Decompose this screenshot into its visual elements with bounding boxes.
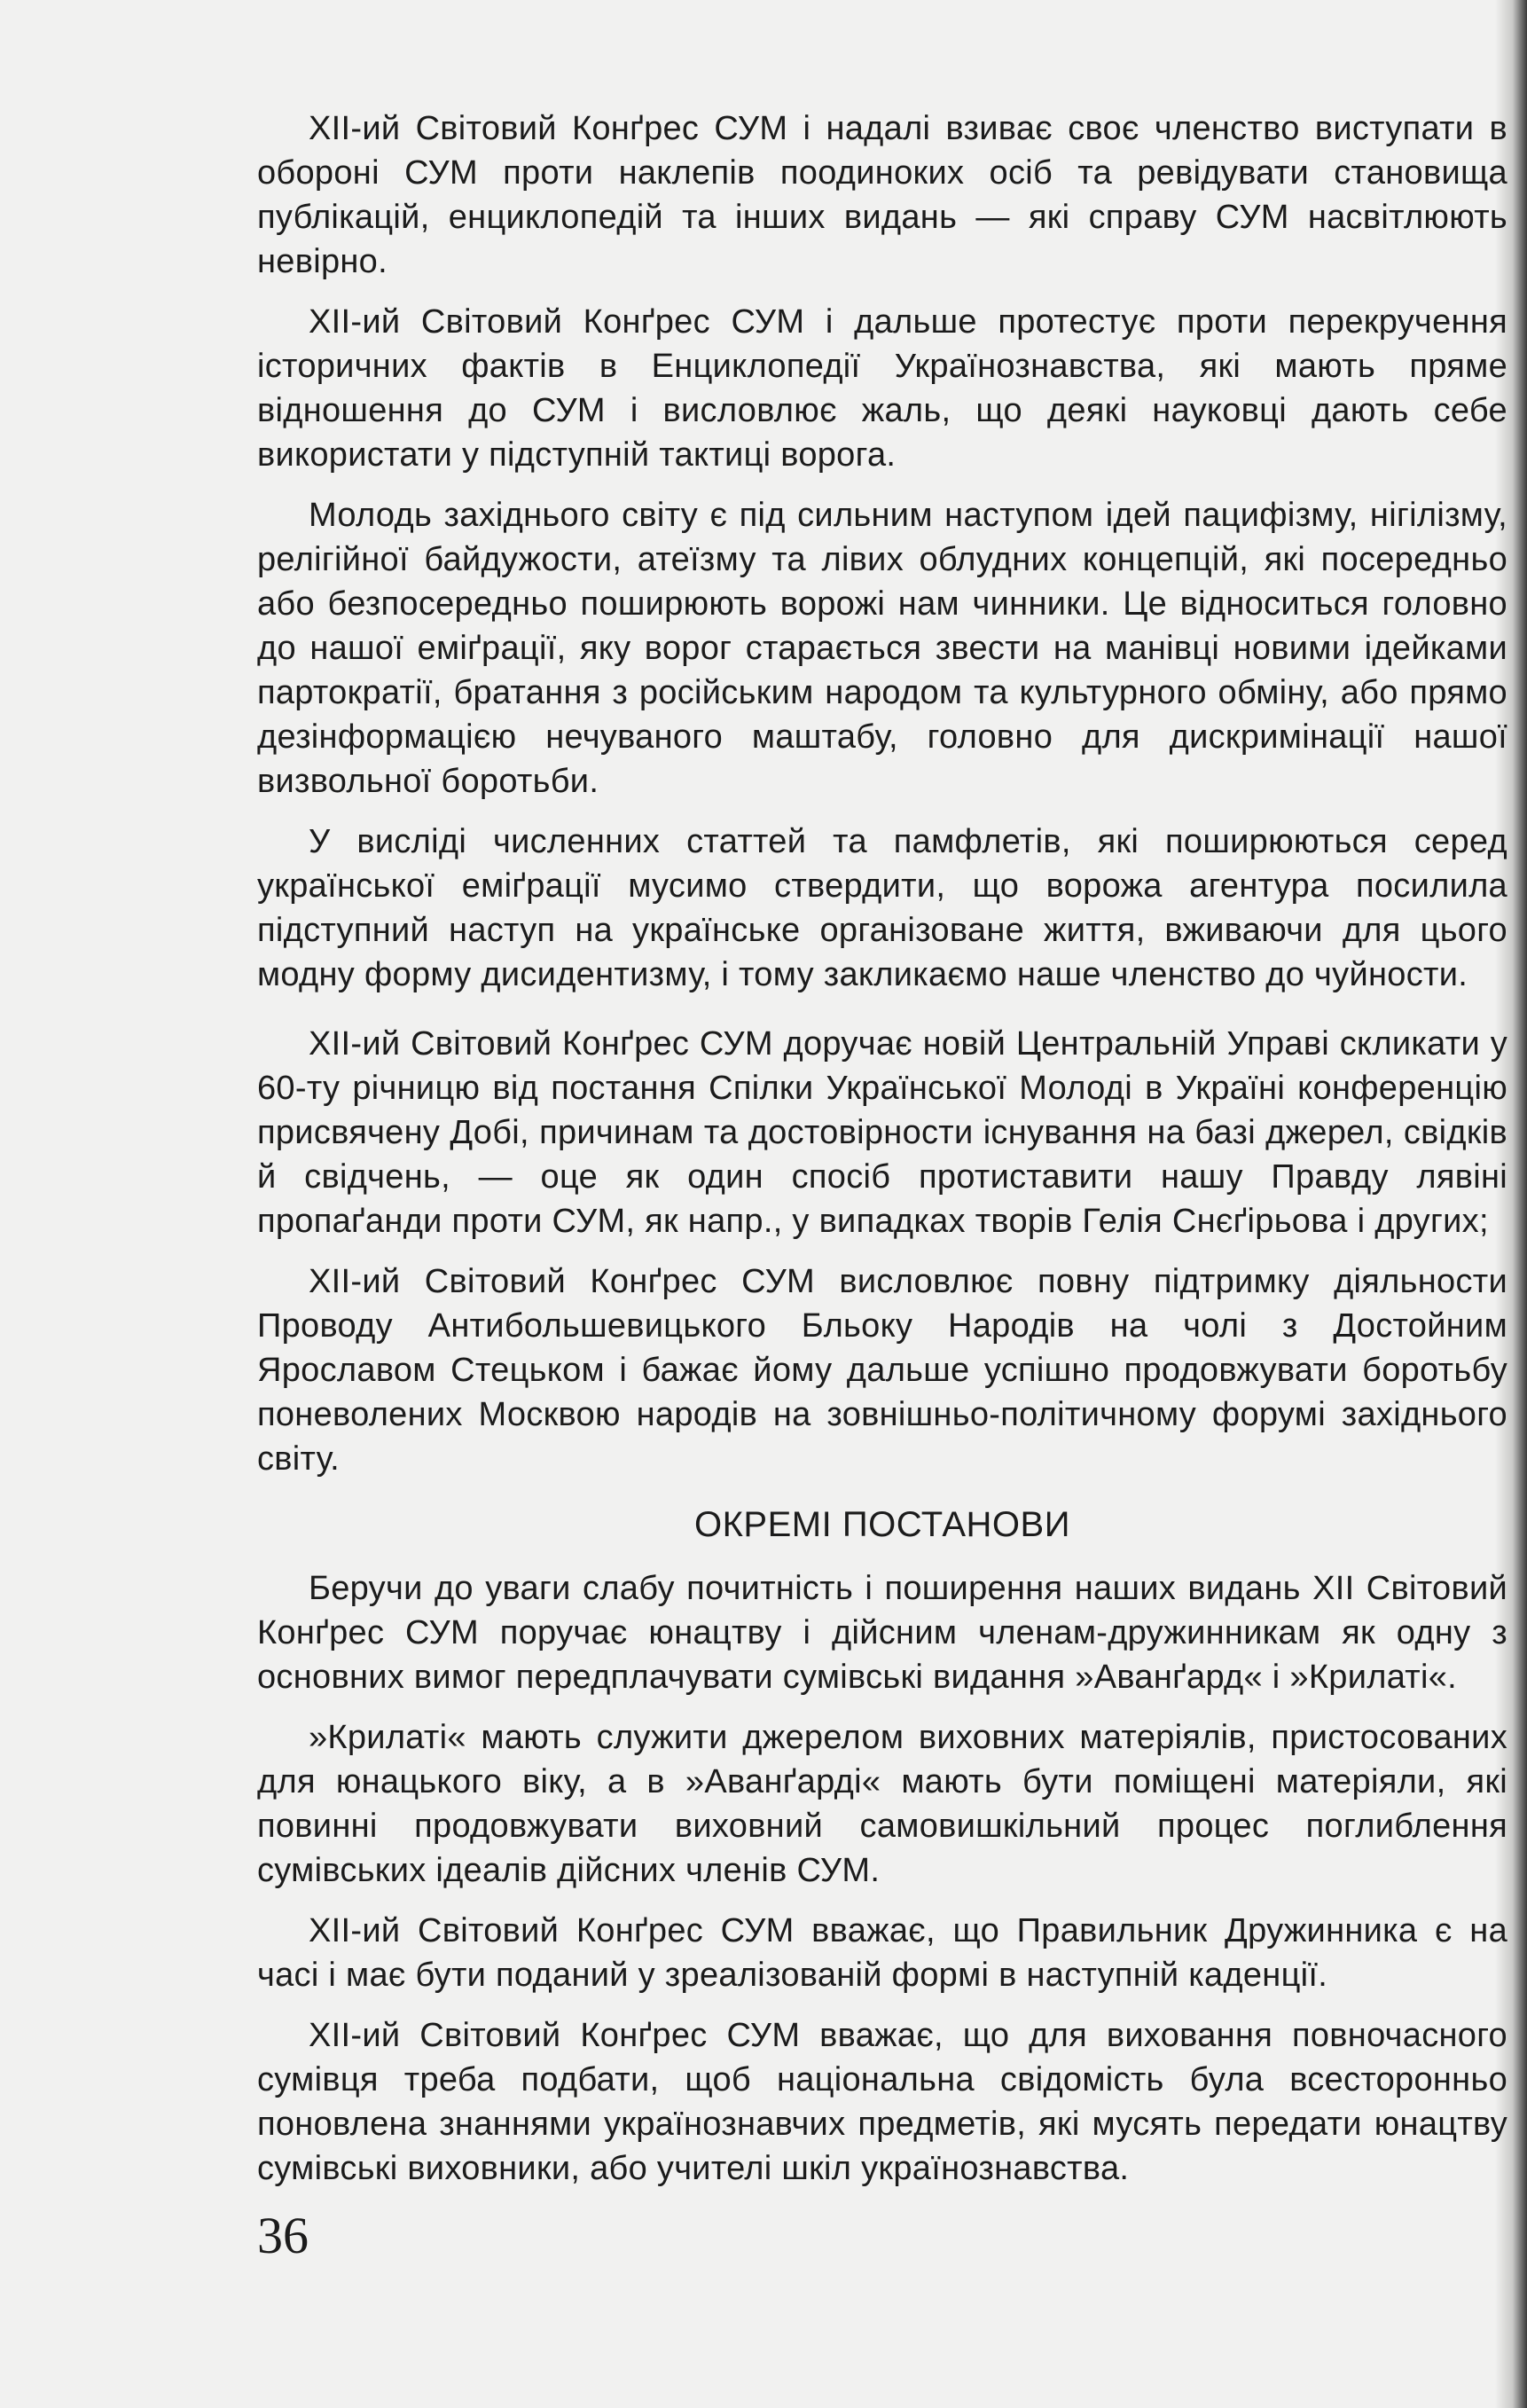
paragraph-western-youth: Молодь західнього світу є під сильним наступом ідей пацифізму, нігілізму, релігійної байдужости, атеїзму та лівих облудних концепцій, які посередньо або безпосередньо поширюють ворожі нам чинники. Це відноситься головно до нашої еміґрації, яку ворог старається звести на манівці новими ідейками партократії, братання з російським народом та культурного обміну, або прямо дезінформацією нечуваного маштабу, головно для дискримінації нашої визвольної боротьби.	[257, 497, 1507, 800]
paragraph-abn-support: XII-ий Світовий Конґрес СУМ висловлює повну підтримку діяльности Проводу Антибольшевицького Бльоку Народів на чолі з Достойним Ярославом Стецьком і бажає йому дальше успішно продовжувати боротьбу поневолених Москвою народів на зовнішньо-політичному форумі західнього світу.	[257, 1263, 1507, 1478]
paragraph-dissidentism: У висліді численних статтей та памфлетів, які поширюються серед української еміґрації мусимо ствердити, що ворожа агентура посилила підступний наступ на українське організоване життя, вживаючи для цього модну форму дисидентизму, і тому закликаємо наше членство до чуйности.	[257, 823, 1507, 993]
paragraph-krylati-avangard: »Крилаті« мають служити джерелом виховних матеріялів, пристосованих для юнацького віку, а в »Аванґарді« мають бути поміщені матеріяли, які повинні продовжувати виховний самовишкільний процес поглиблення сумівських ідеалів дійсних членів СУМ.	[257, 1719, 1507, 1889]
paragraph-conference: XII-ий Світовий Конґрес СУМ доручає новій Центральній Управі скликати у 60-ту річницю від постання Спілки Української Молоді в Україні конференцію присвячену Добі, причинам та достовірности існування на базі джерел, свідків й свідчень, — оце як один спосіб протиставити нашу Правду лявіні пропаґанди проти СУМ, як напр., у випадках творів Гелія Снєґірьова і других;	[257, 1025, 1507, 1240]
paragraph-defense: XII-ий Світовий Конґрес СУМ і надалі взиває своє членство виступати в обороні СУМ проти наклепів поодиноких осіб та ревідувати становища публікацій, енциклопедій та інших видань — які справу СУМ насвітлюють невірно.	[257, 110, 1507, 280]
paragraph-druzhynnyk-rules: XII-ий Світовий Конґрес СУМ вважає, що Правильник Дружинника є на часі і має бути поданий у зреалізованій формі в наступній каденції.	[257, 1912, 1507, 1994]
section-heading: ОКРЕМІ ПОСТАНОВИ	[694, 1505, 1070, 1544]
page-body	[257, 106, 1507, 2207]
paragraph-education: XII-ий Світовий Конґрес СУМ вважає, що для виховання повночасного сумівця треба подбати, щоб національна свідомість була всесторонньо поновлена знаннями українознавчих предметів, які мусять передати юнацтву сумівські виховники, або учителі шкіл українознавства.	[257, 2017, 1507, 2187]
paragraph-encyclopedia-protest: XII-ий Світовий Конґрес СУМ і дальше протестує проти перекручення історичних фактів в Енциклопедії Українознавства, які мають пряме відношення до СУМ і висловлює жаль, що деякі науковці дають себе використати у підступній тактиці ворога.	[257, 303, 1507, 474]
paragraph-publications: Беручи до уваги слабу почитність і поширення наших видань XII Світовий Конґрес СУМ поручає юнацтву і дійсним членам-дружинникам як одну з основних вимог передплачувати сумівські видання »Аванґард« і »Крилаті«.	[257, 1570, 1507, 1696]
page-number: 36	[257, 2207, 309, 2264]
